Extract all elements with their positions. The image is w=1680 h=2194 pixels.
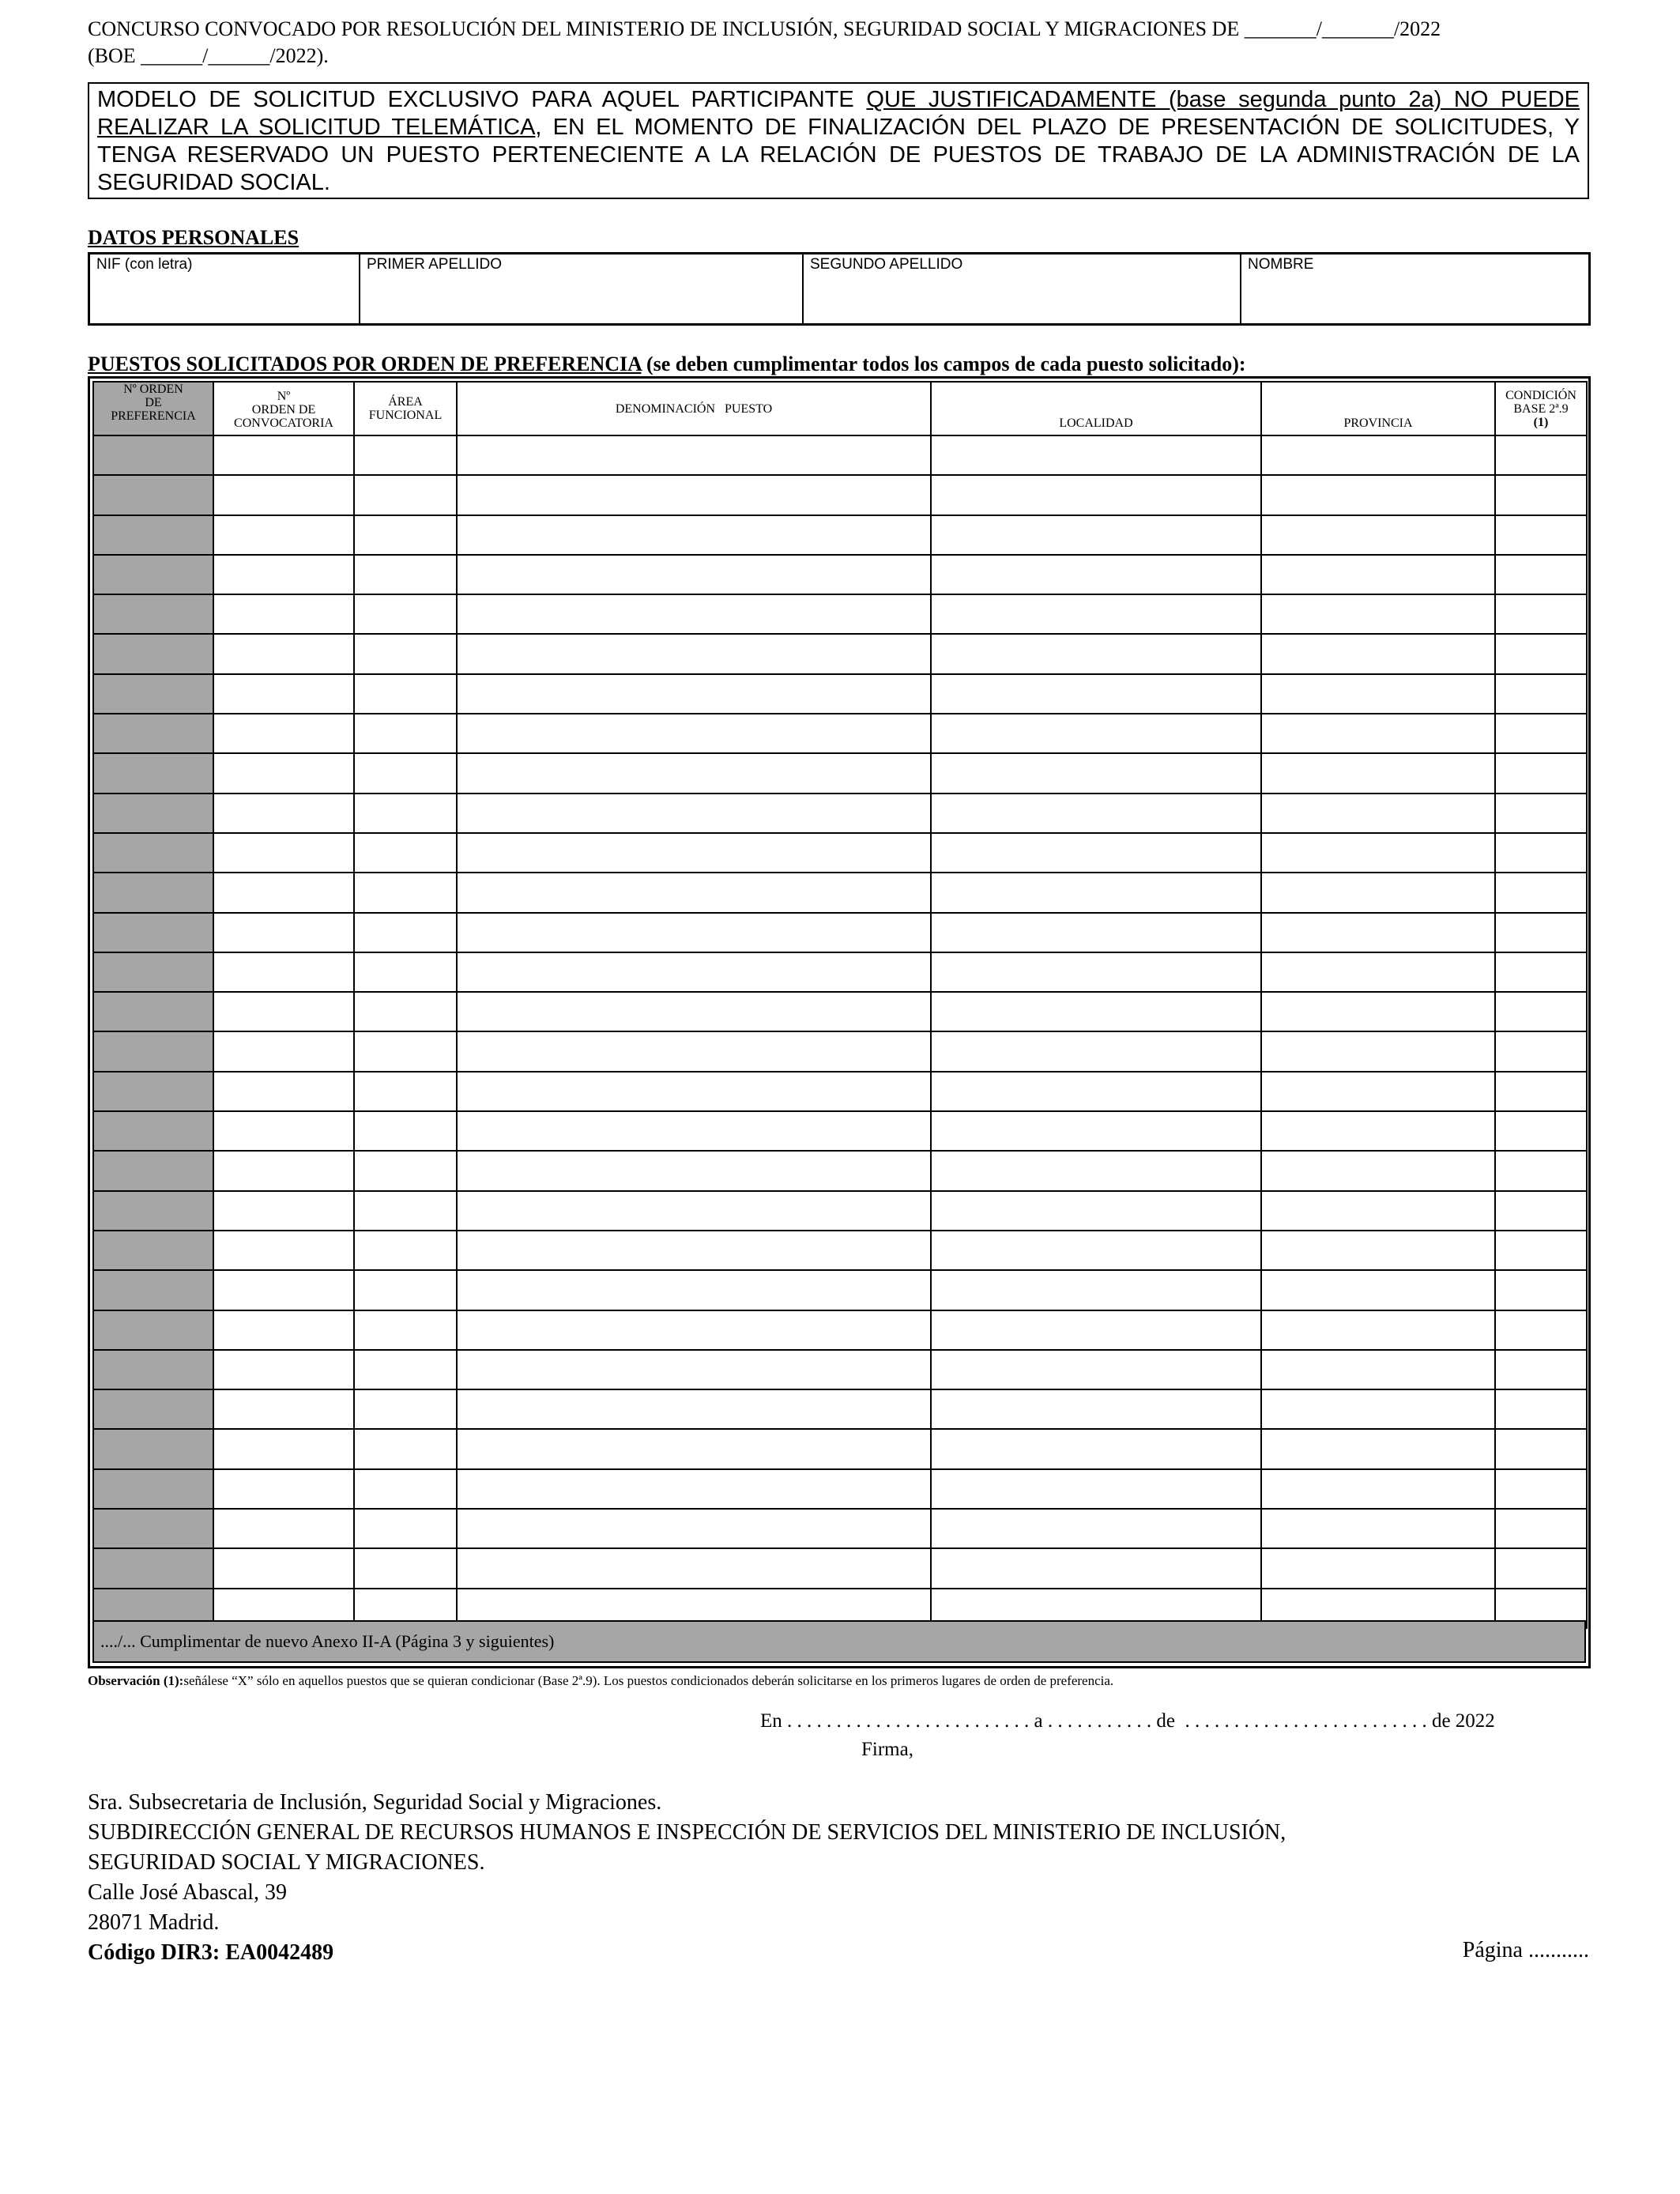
provincia-cell[interactable] — [1261, 1389, 1495, 1429]
table-row — [93, 913, 1587, 952]
table-row — [93, 435, 1587, 475]
table-row — [93, 1031, 1587, 1071]
orden-convocatoria-cell[interactable] — [213, 674, 354, 714]
condicion-cell[interactable] — [1495, 794, 1587, 833]
table-row — [93, 1231, 1587, 1270]
table-row — [93, 1429, 1587, 1468]
puestos-title-rest: (se deben cumplimentar todos los campos de cada puesto solicitado): — [641, 352, 1246, 375]
localidad-cell[interactable] — [931, 753, 1261, 793]
area-funcional-cell[interactable] — [354, 1350, 457, 1389]
denominacion-cell[interactable] — [457, 1111, 931, 1151]
condicion-cell[interactable] — [1495, 634, 1587, 673]
table-row — [93, 475, 1587, 515]
provincia-cell[interactable] — [1261, 1072, 1495, 1111]
area-funcional-cell[interactable] — [354, 1031, 457, 1071]
orden-convocatoria-cell[interactable] — [213, 913, 354, 952]
area-funcional-cell[interactable] — [354, 475, 457, 515]
col-orden-convocatoria-l3: CONVOCATORIA — [234, 417, 333, 430]
condicion-cell[interactable] — [1495, 873, 1587, 912]
denominacion-cell[interactable] — [457, 1191, 931, 1231]
denominacion-cell[interactable] — [457, 1509, 931, 1548]
localidad-cell[interactable] — [931, 1191, 1261, 1231]
orden-preferencia-cell[interactable] — [93, 1111, 213, 1151]
table-row — [93, 674, 1587, 714]
condicion-cell[interactable] — [1495, 1310, 1587, 1350]
header-line-1: CONCURSO CONVOCADO POR RESOLUCIÓN DEL MINISTERIO DE INCLUSIÓN, SEGURIDAD SOCIAL Y MIGRACIONES DE _______/_______/2022 — [88, 17, 1441, 40]
area-funcional-cell[interactable] — [354, 1509, 457, 1548]
provincia-cell[interactable] — [1261, 1111, 1495, 1151]
orden-preferencia-cell[interactable] — [93, 992, 213, 1031]
table-row — [93, 833, 1587, 873]
provincia-cell[interactable] — [1261, 714, 1495, 753]
col-localidad-label: LOCALIDAD — [1059, 417, 1133, 430]
denominacion-cell[interactable] — [457, 1310, 931, 1350]
provincia-cell[interactable] — [1261, 873, 1495, 912]
denominacion-cell[interactable] — [457, 594, 931, 634]
condicion-cell[interactable] — [1495, 714, 1587, 753]
localidad-cell[interactable] — [931, 1270, 1261, 1310]
table-row — [93, 714, 1587, 753]
table-row — [93, 1469, 1587, 1509]
condicion-cell[interactable] — [1495, 475, 1587, 515]
orden-preferencia-cell[interactable] — [93, 913, 213, 952]
primer-apellido-label: PRIMER APELLIDO — [367, 256, 503, 273]
area-funcional-cell[interactable] — [354, 515, 457, 555]
condicion-cell[interactable] — [1495, 1350, 1587, 1389]
denominacion-cell[interactable] — [457, 1389, 931, 1429]
denominacion-cell[interactable] — [457, 913, 931, 952]
area-funcional-cell[interactable] — [354, 913, 457, 952]
provincia-cell[interactable] — [1261, 913, 1495, 952]
orden-preferencia-cell[interactable] — [93, 794, 213, 833]
orden-convocatoria-cell[interactable] — [213, 1548, 354, 1588]
orden-convocatoria-cell[interactable] — [213, 873, 354, 912]
area-funcional-cell[interactable] — [354, 1191, 457, 1231]
orden-preferencia-cell[interactable] — [93, 515, 213, 555]
area-funcional-cell[interactable] — [354, 753, 457, 793]
puestos-grid — [92, 381, 1588, 1629]
provincia-cell[interactable] — [1261, 1231, 1495, 1270]
orden-convocatoria-cell[interactable] — [213, 1310, 354, 1350]
denominacion-cell[interactable] — [457, 555, 931, 594]
localidad-cell[interactable] — [931, 1031, 1261, 1071]
condicion-cell[interactable] — [1495, 1151, 1587, 1190]
orden-preferencia-cell[interactable] — [93, 1509, 213, 1548]
provincia-cell[interactable] — [1261, 753, 1495, 793]
col-localidad — [931, 382, 1261, 435]
localidad-cell[interactable] — [931, 1151, 1261, 1190]
provincia-cell[interactable] — [1261, 794, 1495, 833]
pagina-label: Página ........... — [1462, 1938, 1589, 1962]
provincia-cell[interactable] — [1261, 1350, 1495, 1389]
condicion-cell[interactable] — [1495, 1469, 1587, 1509]
orden-convocatoria-cell[interactable] — [213, 714, 354, 753]
area-funcional-cell[interactable] — [354, 1469, 457, 1509]
provincia-cell[interactable] — [1261, 594, 1495, 634]
area-funcional-cell[interactable] — [354, 1111, 457, 1151]
area-funcional-cell[interactable] — [354, 634, 457, 673]
col-area-funcional — [354, 382, 457, 435]
orden-preferencia-cell[interactable] — [93, 555, 213, 594]
col-orden-preferencia-l1: Nº ORDEN — [123, 383, 183, 396]
condicion-cell[interactable] — [1495, 1111, 1587, 1151]
orden-preferencia-cell[interactable] — [93, 833, 213, 873]
localidad-cell[interactable] — [931, 1509, 1261, 1548]
table-row — [93, 1191, 1587, 1231]
orden-convocatoria-cell[interactable] — [213, 952, 354, 992]
orden-convocatoria-cell[interactable] — [213, 1429, 354, 1468]
provincia-cell[interactable] — [1261, 634, 1495, 673]
orden-convocatoria-cell[interactable] — [213, 515, 354, 555]
orden-preferencia-cell[interactable] — [93, 873, 213, 912]
condicion-cell[interactable] — [1495, 1031, 1587, 1071]
puestos-title-underlined: PUESTOS SOLICITADOS POR ORDEN DE PREFERENCIA — [88, 352, 642, 375]
orden-convocatoria-cell[interactable] — [213, 1031, 354, 1071]
provincia-cell[interactable] — [1261, 1509, 1495, 1548]
table-row — [93, 634, 1587, 673]
orden-convocatoria-cell[interactable] — [213, 1509, 354, 1548]
denominacion-cell[interactable] — [457, 1429, 931, 1468]
table-row — [93, 555, 1587, 594]
provincia-cell[interactable] — [1261, 515, 1495, 555]
orden-convocatoria-cell[interactable] — [213, 1151, 354, 1190]
denominacion-cell[interactable] — [457, 952, 931, 992]
orden-convocatoria-cell[interactable] — [213, 555, 354, 594]
condicion-cell[interactable] — [1495, 833, 1587, 873]
segundo-apellido-label: SEGUNDO APELLIDO — [810, 256, 963, 273]
denominacion-cell[interactable] — [457, 1350, 931, 1389]
condicion-cell[interactable] — [1495, 1231, 1587, 1270]
orden-convocatoria-cell[interactable] — [213, 992, 354, 1031]
orden-convocatoria-cell[interactable] — [213, 594, 354, 634]
orden-convocatoria-cell[interactable] — [213, 1469, 354, 1509]
area-funcional-cell[interactable] — [354, 555, 457, 594]
puestos-body — [93, 435, 1587, 1628]
firma-label: Firma, — [861, 1739, 913, 1760]
address-block — [88, 1788, 1589, 1968]
provincia-cell[interactable] — [1261, 1310, 1495, 1350]
nombre-field[interactable] — [1241, 254, 1588, 323]
provincia-cell[interactable] — [1261, 435, 1495, 475]
provincia-cell[interactable] — [1261, 1031, 1495, 1071]
area-funcional-cell[interactable] — [354, 435, 457, 475]
table-row — [93, 515, 1587, 555]
orden-preferencia-cell[interactable] — [93, 1310, 213, 1350]
col-condicion — [1495, 382, 1587, 435]
puestos-table — [88, 376, 1591, 1668]
localidad-cell[interactable] — [931, 873, 1261, 912]
table-row — [93, 1111, 1587, 1151]
nombre-label: NOMBRE — [1248, 256, 1314, 273]
localidad-cell[interactable] — [931, 1350, 1261, 1389]
modelo-solicitud-box — [88, 82, 1589, 199]
orden-convocatoria-cell[interactable] — [213, 1191, 354, 1231]
condicion-cell[interactable] — [1495, 913, 1587, 952]
condicion-cell[interactable] — [1495, 515, 1587, 555]
col-area-funcional-l1: ÁREA — [388, 395, 423, 409]
localidad-cell[interactable] — [931, 594, 1261, 634]
table-row — [93, 1151, 1587, 1190]
localidad-cell[interactable] — [931, 992, 1261, 1031]
localidad-cell[interactable] — [931, 1231, 1261, 1270]
table-row — [93, 594, 1587, 634]
denominacion-cell[interactable] — [457, 1072, 931, 1111]
datos-personales-table — [88, 252, 1591, 326]
area-funcional-cell[interactable] — [354, 1231, 457, 1270]
denominacion-cell[interactable] — [457, 833, 931, 873]
condicion-cell[interactable] — [1495, 1509, 1587, 1548]
observacion-label: Observación (1): — [88, 1673, 184, 1688]
header-line-2: (BOE ______/______/2022). — [88, 44, 329, 67]
orden-preferencia-cell[interactable] — [93, 1031, 213, 1071]
table-row — [93, 1270, 1587, 1310]
orden-convocatoria-cell[interactable] — [213, 753, 354, 793]
denominacion-cell[interactable] — [457, 1548, 931, 1588]
orden-convocatoria-cell[interactable] — [213, 1350, 354, 1389]
area-funcional-cell[interactable] — [354, 1151, 457, 1190]
denominacion-cell[interactable] — [457, 475, 931, 515]
address-line-5: 28071 Madrid. — [88, 1910, 220, 1935]
orden-preferencia-cell[interactable] — [93, 1072, 213, 1111]
table-row — [93, 1310, 1587, 1350]
orden-convocatoria-cell[interactable] — [213, 634, 354, 673]
localidad-cell[interactable] — [931, 1389, 1261, 1429]
provincia-cell[interactable] — [1261, 833, 1495, 873]
localidad-cell[interactable] — [931, 913, 1261, 952]
provincia-cell[interactable] — [1261, 1429, 1495, 1468]
orden-preferencia-cell[interactable] — [93, 435, 213, 475]
area-funcional-cell[interactable] — [354, 594, 457, 634]
col-provincia — [1261, 382, 1495, 435]
orden-convocatoria-cell[interactable] — [213, 435, 354, 475]
condicion-cell[interactable] — [1495, 594, 1587, 634]
localidad-cell[interactable] — [931, 435, 1261, 475]
orden-convocatoria-cell[interactable] — [213, 475, 354, 515]
denominacion-cell[interactable] — [457, 435, 931, 475]
condicion-cell[interactable] — [1495, 1429, 1587, 1468]
provincia-cell[interactable] — [1261, 555, 1495, 594]
model-text-1: MODELO DE SOLICITUD EXCLUSIVO PARA AQUEL PARTICIPANTE — [97, 87, 867, 112]
orden-convocatoria-cell[interactable] — [213, 1389, 354, 1429]
area-funcional-cell[interactable] — [354, 1072, 457, 1111]
provincia-cell[interactable] — [1261, 992, 1495, 1031]
area-funcional-cell[interactable] — [354, 873, 457, 912]
provincia-cell[interactable] — [1261, 475, 1495, 515]
orden-preferencia-cell[interactable] — [93, 714, 213, 753]
localidad-cell[interactable] — [931, 1072, 1261, 1111]
orden-preferencia-cell[interactable] — [93, 1548, 213, 1588]
col-condicion-l2: BASE 2ª.9 — [1513, 401, 1569, 416]
area-funcional-cell[interactable] — [354, 1310, 457, 1350]
table-row — [93, 1350, 1587, 1389]
condicion-cell[interactable] — [1495, 674, 1587, 714]
col-denominacion — [457, 382, 931, 435]
col-condicion-l1: CONDICIÓN — [1505, 388, 1576, 402]
table-row — [93, 794, 1587, 833]
condicion-cell[interactable] — [1495, 952, 1587, 992]
datos-personales-title: DATOS PERSONALES — [88, 226, 299, 249]
area-funcional-cell[interactable] — [354, 714, 457, 753]
puestos-title — [88, 352, 1246, 376]
col-denominacion-label: DENOMINACIÓN PUESTO — [615, 401, 773, 416]
col-provincia-label: PROVINCIA — [1343, 417, 1413, 430]
localidad-cell[interactable] — [931, 1469, 1261, 1509]
address-line-2: SUBDIRECCIÓN GENERAL DE RECURSOS HUMANOS E INSPECCIÓN DE SERVICIOS DEL MINISTERIO DE INCLUSIÓN, — [88, 1820, 1286, 1845]
condicion-cell[interactable] — [1495, 1270, 1587, 1310]
localidad-cell[interactable] — [931, 634, 1261, 673]
condicion-cell[interactable] — [1495, 1389, 1587, 1429]
provincia-cell[interactable] — [1261, 674, 1495, 714]
denominacion-cell[interactable] — [457, 714, 931, 753]
address-line-4: Calle José Abascal, 39 — [88, 1880, 287, 1905]
orden-preferencia-cell[interactable] — [93, 634, 213, 673]
orden-preferencia-cell[interactable] — [93, 1151, 213, 1190]
puestos-header-row — [93, 382, 1587, 435]
orden-preferencia-cell[interactable] — [93, 674, 213, 714]
table-row — [93, 992, 1587, 1031]
localidad-cell[interactable] — [931, 1310, 1261, 1350]
observacion-text: señálese “X” sólo en aquellos puestos que se quieran condicionar (Base 2ª.9). Los puestos condicionados deberán solicitarse en los primeros lugares de orden de preferencia. — [183, 1673, 1114, 1688]
orden-convocatoria-cell[interactable] — [213, 794, 354, 833]
denominacion-cell[interactable] — [457, 1469, 931, 1509]
condicion-cell[interactable] — [1495, 1191, 1587, 1231]
table-row — [93, 1389, 1587, 1429]
denominacion-cell[interactable] — [457, 873, 931, 912]
orden-preferencia-cell[interactable] — [93, 1469, 213, 1509]
col-area-funcional-l2: FUNCIONAL — [368, 409, 443, 422]
localidad-cell[interactable] — [931, 952, 1261, 992]
provincia-cell[interactable] — [1261, 1191, 1495, 1231]
table-row — [93, 873, 1587, 912]
orden-convocatoria-cell[interactable] — [213, 833, 354, 873]
orden-preferencia-cell[interactable] — [93, 1270, 213, 1310]
model-text-underlined: QUE JUSTIFICADAMENTE (base segunda punto 2a) NO PUEDE REALIZAR LA SOLICITUD TELEMÁTICA — [97, 87, 1580, 140]
address-line-1: Sra. Subsecretaria de Inclusión, Seguridad Social y Migraciones. — [88, 1790, 662, 1815]
provincia-cell[interactable] — [1261, 1548, 1495, 1588]
localidad-cell[interactable] — [931, 475, 1261, 515]
address-line-3: SEGURIDAD SOCIAL Y MIGRACIONES. — [88, 1850, 485, 1875]
denominacion-cell[interactable] — [457, 1270, 931, 1310]
area-funcional-cell[interactable] — [354, 952, 457, 992]
col-orden-preferencia-l2: DE — [145, 396, 162, 409]
codigo-dir3: Código DIR3: EA0042489 — [88, 1940, 334, 1965]
orden-preferencia-cell[interactable] — [93, 952, 213, 992]
orden-convocatoria-cell[interactable] — [213, 1231, 354, 1270]
orden-preferencia-cell[interactable] — [93, 753, 213, 793]
localidad-cell[interactable] — [931, 515, 1261, 555]
area-funcional-cell[interactable] — [354, 1429, 457, 1468]
concurso-header — [88, 16, 1589, 70]
condicion-cell[interactable] — [1495, 1072, 1587, 1111]
condicion-cell[interactable] — [1495, 435, 1587, 475]
nif-field[interactable] — [90, 254, 360, 323]
cumplimentar-footer: ..../... Cumplimentar de nuevo Anexo II-A (Página 3 y siguientes) — [92, 1620, 1586, 1663]
orden-convocatoria-cell[interactable] — [213, 1072, 354, 1111]
col-condicion-l3: (1) — [1533, 415, 1549, 429]
denominacion-cell[interactable] — [457, 753, 931, 793]
col-orden-convocatoria-l1: Nº — [277, 390, 291, 403]
nif-label: NIF (con letra) — [96, 256, 193, 273]
provincia-cell[interactable] — [1261, 952, 1495, 992]
condicion-cell[interactable] — [1495, 555, 1587, 594]
orden-preferencia-cell[interactable] — [93, 1191, 213, 1231]
primer-apellido-field[interactable] — [360, 254, 804, 323]
orden-preferencia-cell[interactable] — [93, 1429, 213, 1468]
orden-convocatoria-cell[interactable] — [213, 1270, 354, 1310]
localidad-cell[interactable] — [931, 794, 1261, 833]
area-funcional-cell[interactable] — [354, 794, 457, 833]
denominacion-cell[interactable] — [457, 674, 931, 714]
condicion-cell[interactable] — [1495, 753, 1587, 793]
orden-preferencia-cell[interactable] — [93, 1231, 213, 1270]
table-row — [93, 952, 1587, 992]
localidad-cell[interactable] — [931, 1111, 1261, 1151]
denominacion-cell[interactable] — [457, 794, 931, 833]
orden-preferencia-cell[interactable] — [93, 1389, 213, 1429]
col-orden-preferencia — [93, 382, 213, 435]
model-text-3: , EN EL MOMENTO DE FINALIZACIÓN DEL PLAZO DE PRESENTACIÓN DE SOLICITUDES, Y TENGA RESERVADO UN PUESTO PERTENECIENTE A LA RELACIÓN DE PUESTOS DE TRABAJO DE LA ADMINISTRACIÓN DE LA SEGURIDAD SOCIAL. — [97, 115, 1580, 195]
localidad-cell[interactable] — [931, 714, 1261, 753]
condicion-cell[interactable] — [1495, 1548, 1587, 1588]
area-funcional-cell[interactable] — [354, 674, 457, 714]
col-orden-preferencia-l3: PREFERENCIA — [111, 409, 196, 423]
col-orden-convocatoria — [213, 382, 354, 435]
denominacion-cell[interactable] — [457, 1151, 931, 1190]
area-funcional-cell[interactable] — [354, 1270, 457, 1310]
col-orden-convocatoria-l2: ORDEN DE — [251, 403, 316, 417]
denominacion-cell[interactable] — [457, 634, 931, 673]
localidad-cell[interactable] — [931, 833, 1261, 873]
orden-preferencia-cell[interactable] — [93, 1350, 213, 1389]
denominacion-cell[interactable] — [457, 515, 931, 555]
localidad-cell[interactable] — [931, 1429, 1261, 1468]
table-row — [93, 1072, 1587, 1111]
localidad-cell[interactable] — [931, 674, 1261, 714]
orden-preferencia-cell[interactable] — [93, 475, 213, 515]
orden-preferencia-cell[interactable] — [93, 594, 213, 634]
area-funcional-cell[interactable] — [354, 833, 457, 873]
provincia-cell[interactable] — [1261, 1151, 1495, 1190]
area-funcional-cell[interactable] — [354, 992, 457, 1031]
table-row — [93, 1509, 1587, 1548]
denominacion-cell[interactable] — [457, 1231, 931, 1270]
table-row — [93, 753, 1587, 793]
area-funcional-cell[interactable] — [354, 1548, 457, 1588]
condicion-cell[interactable] — [1495, 992, 1587, 1031]
localidad-cell[interactable] — [931, 1548, 1261, 1588]
date-line: En . . . . . . . . . . . . . . . . . . . . . . . . . a . . . . . . . . . . . de . . . . . . . . . . . . . . . . . . . . . . . . . de 2022 — [760, 1710, 1495, 1732]
segundo-apellido-field[interactable] — [804, 254, 1241, 323]
denominacion-cell[interactable] — [457, 1031, 931, 1071]
area-funcional-cell[interactable] — [354, 1389, 457, 1429]
observacion-note — [88, 1672, 1589, 1690]
table-row — [93, 1548, 1587, 1588]
localidad-cell[interactable] — [931, 555, 1261, 594]
provincia-cell[interactable] — [1261, 1469, 1495, 1509]
denominacion-cell[interactable] — [457, 992, 931, 1031]
provincia-cell[interactable] — [1261, 1270, 1495, 1310]
orden-convocatoria-cell[interactable] — [213, 1111, 354, 1151]
